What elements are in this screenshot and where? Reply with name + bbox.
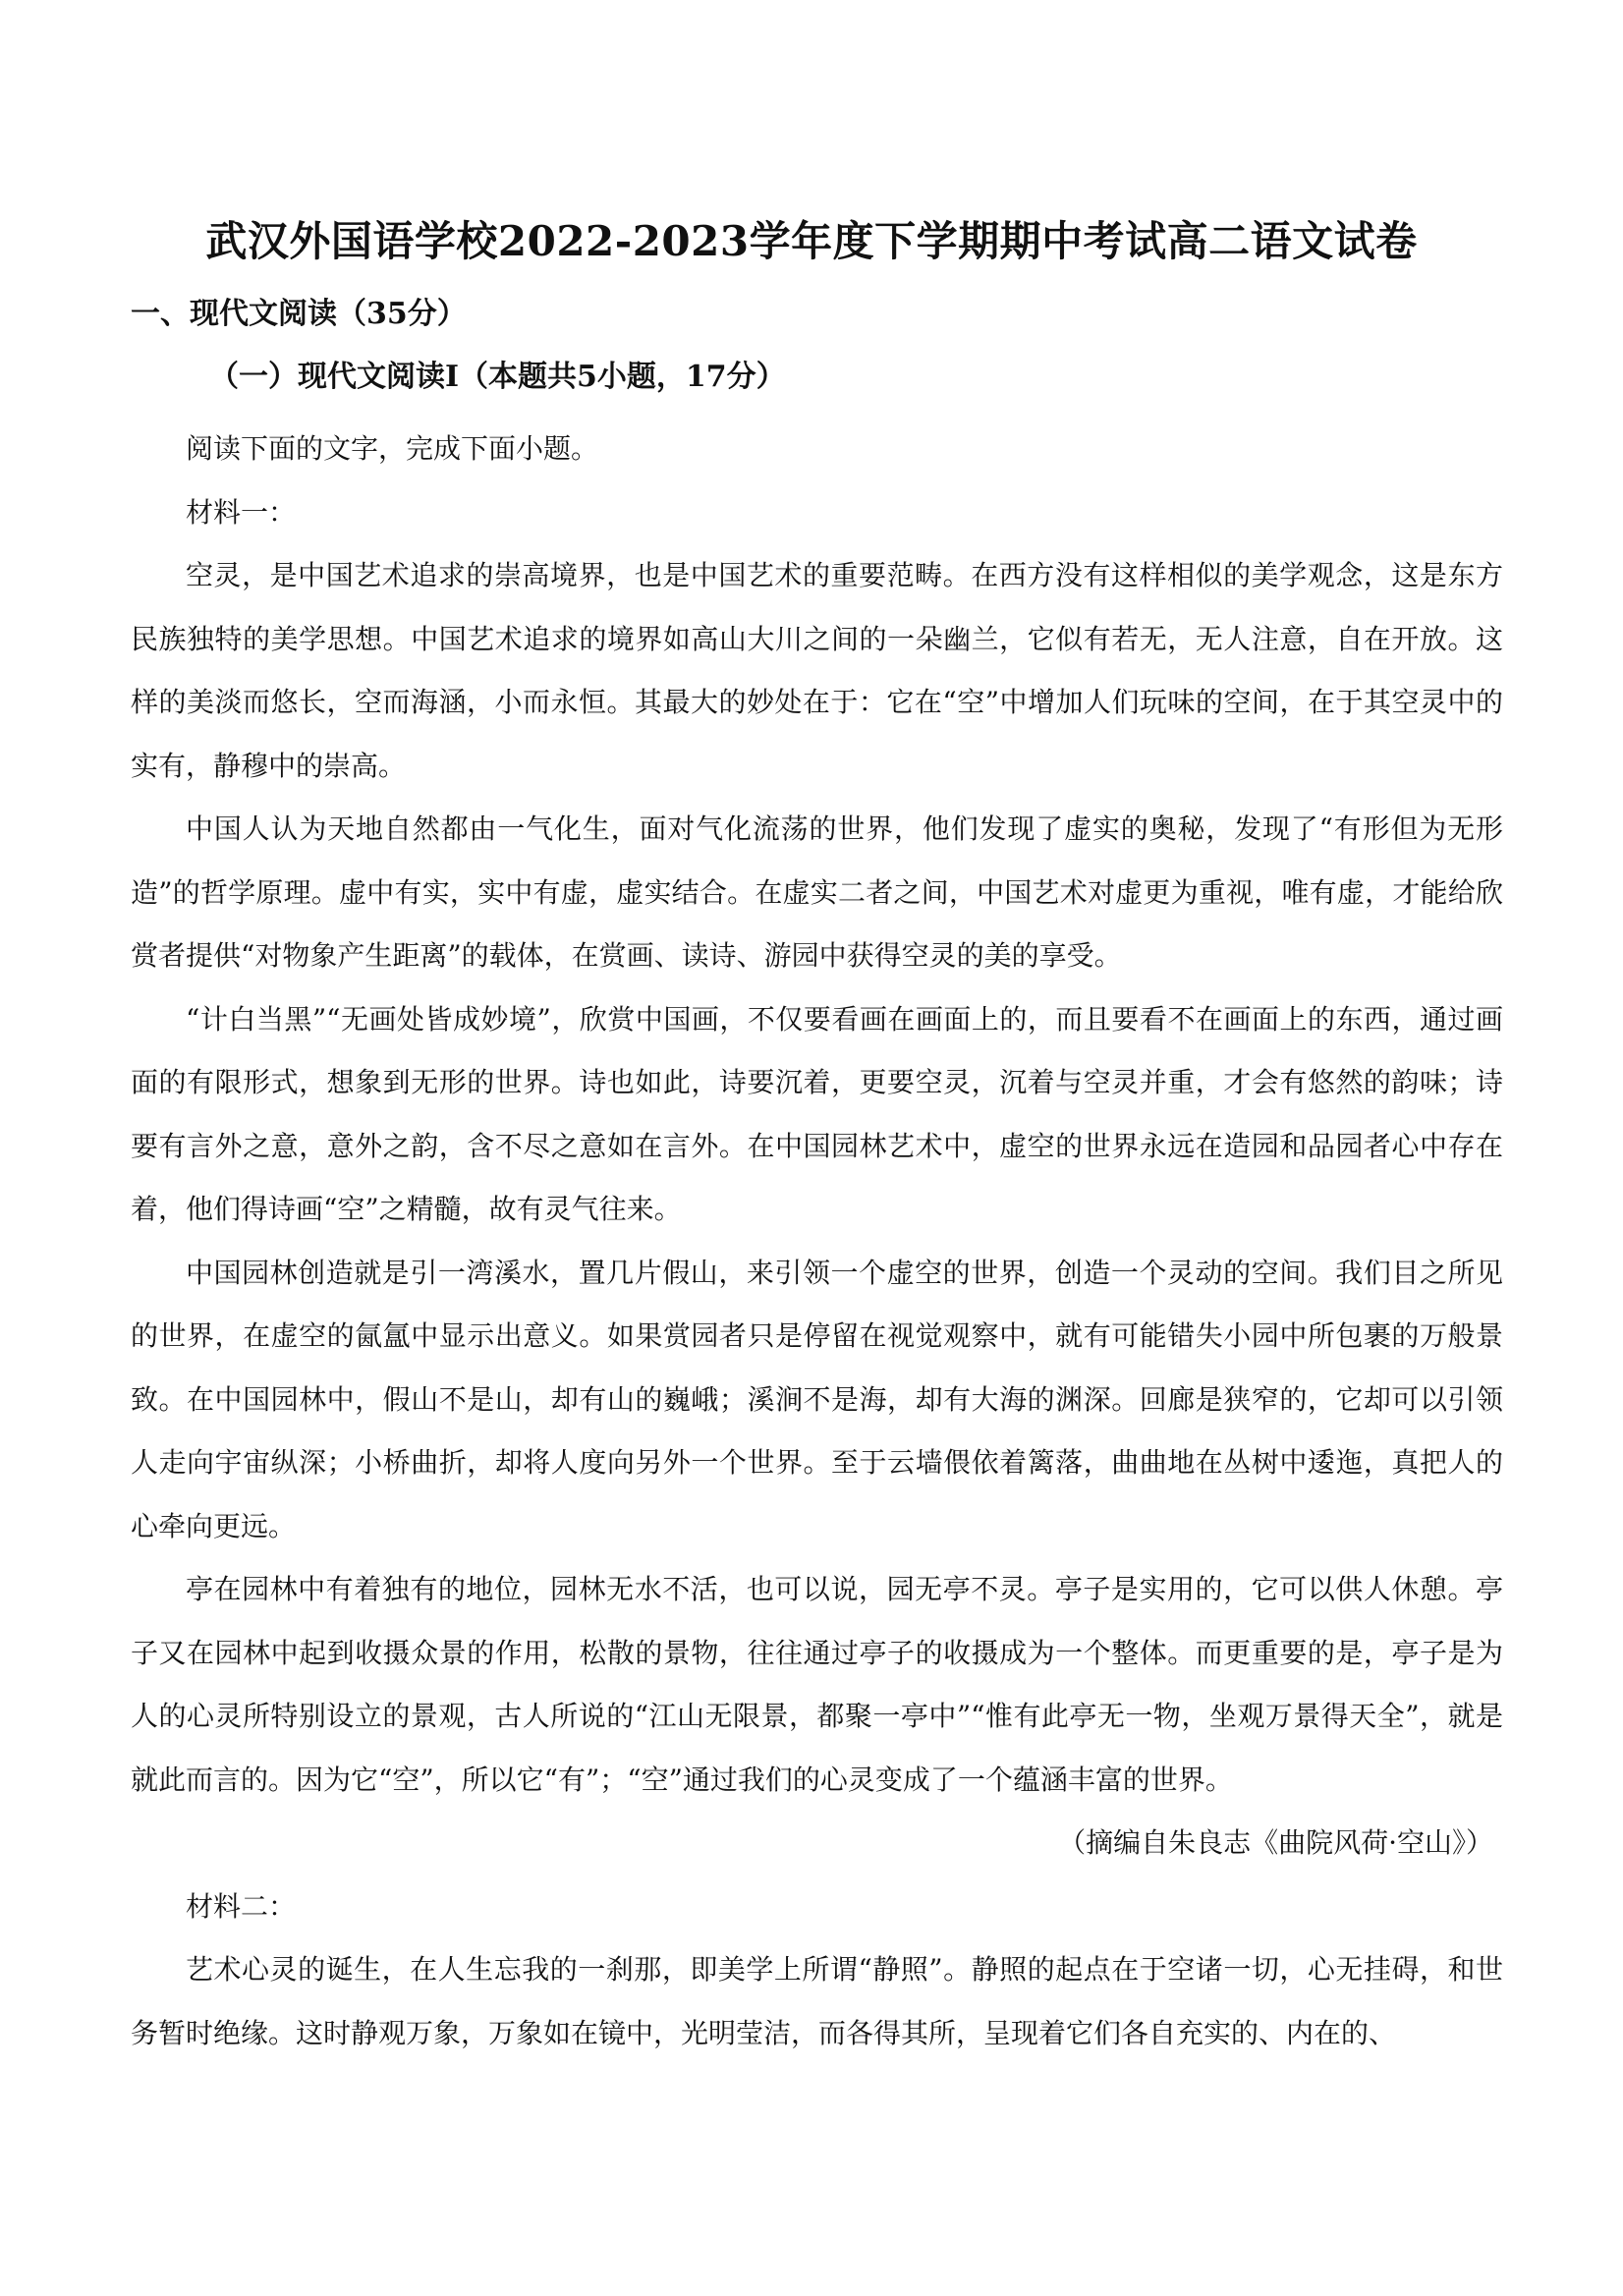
- subsection-heading: （一）现代文阅读Ⅰ（本题共5小题，17分）: [209, 360, 786, 394]
- material-one-paragraph: 亭在园林中有着独有的地位，园林无水不活，也可以说，园无亭不灵。亭子是实用的，它可以供人休憩。亭子又在园林中起到收摄众景的作用，松散的景物，往往通过亭子的收摄成为一个整体。而更重要的是，亭子是为人的心灵所特别设立的景观，古人所说的“江山无限景，都聚一亭中”“惟有此亭无一物，坐观万景得天全”，就是就此而言的。因为它“空”，所以它“有”；“空”通过我们的心灵变成了一个蕴涵丰富的世界。: [131, 1573, 1503, 1796]
- exam-title: 武汉外国语学校2022-2023学年度下学期期中考试高二语文试卷: [205, 217, 1418, 265]
- material-one-paragraph: 中国人认为天地自然都由一气化生，面对气化流荡的世界，他们发现了虚实的奥秘，发现了“有形但为无形造”的哲学原理。虚中有实，实中有虚，虚实结合。在虚实二者之间，中国艺术对虚更为重视，唯有虚，才能给欣赏者提供“对物象产生距离”的载体，在赏画、读诗、游园中获得空灵的美的享受。: [131, 812, 1503, 972]
- section-heading: 一、现代文阅读（35分）: [131, 297, 467, 331]
- material-one-source: （摘编自朱良志《曲院风荷·空山》）: [1058, 1826, 1493, 1859]
- reading-passage: [131, 418, 1503, 2065]
- material-two-label: 材料二：: [186, 1889, 297, 1923]
- material-two-paragraph: 艺术心灵的诞生，在人生忘我的一刹那，即美学上所谓“静照”。静照的起点在于空诸一切，心无挂碍，和世务暂时绝缘。这时静观万象，万象如在镜中，光明莹洁，而各得其所，呈现着它们各自充实的、内在的、: [131, 1953, 1503, 2049]
- material-one-paragraph: “计白当黑”“无画处皆成妙境”，欣赏中国画，不仅要看画在画面上的，而且要看不在画面上的东西，通过画面的有限形式，想象到无形的世界。诗也如此，诗要沉着，更要空灵，沉着与空灵并重，才会有悠然的韵味；诗要有言外之意，意外之韵，含不尽之意如在言外。在中国园林艺术中，虚空的世界永远在造园和品园者心中存在着，他们得诗画“空”之精髓，故有灵气往来。: [131, 1002, 1503, 1225]
- material-one-label: 材料一：: [186, 495, 297, 529]
- instruction-text: 阅读下面的文字，完成下面小题。: [186, 432, 599, 465]
- material-one-paragraph: 中国园林创造就是引一湾溪水，置几片假山，来引领一个虚空的世界，创造一个灵动的空间。我们目之所见的世界，在虚空的氤氲中显示出意义。如果赏园者只是停留在视觉观察中，就有可能错失小园中所包裹的万般景致。在中国园林中，假山不是山，却有山的巍峨；溪涧不是海，却有大海的渊深。回廊是狭窄的，它却可以引领人走向宇宙纵深；小桥曲折，却将人度向另外一个世界。至于云墙偎依着篱落，曲曲地在丛树中逶迤，真把人的心牵向更远。: [131, 1256, 1503, 1542]
- material-one-paragraph: 空灵，是中国艺术追求的崇高境界，也是中国艺术的重要范畴。在西方没有这样相似的美学观念，这是东方民族独特的美学思想。中国艺术追求的境界如高山大川之间的一朵幽兰，它似有若无，无人注意，自在开放。这样的美淡而悠长，空而海涵，小而永恒。其最大的妙处在于：它在“空”中增加人们玩味的空间，在于其空灵中的实有，静穆中的崇高。: [131, 559, 1503, 782]
